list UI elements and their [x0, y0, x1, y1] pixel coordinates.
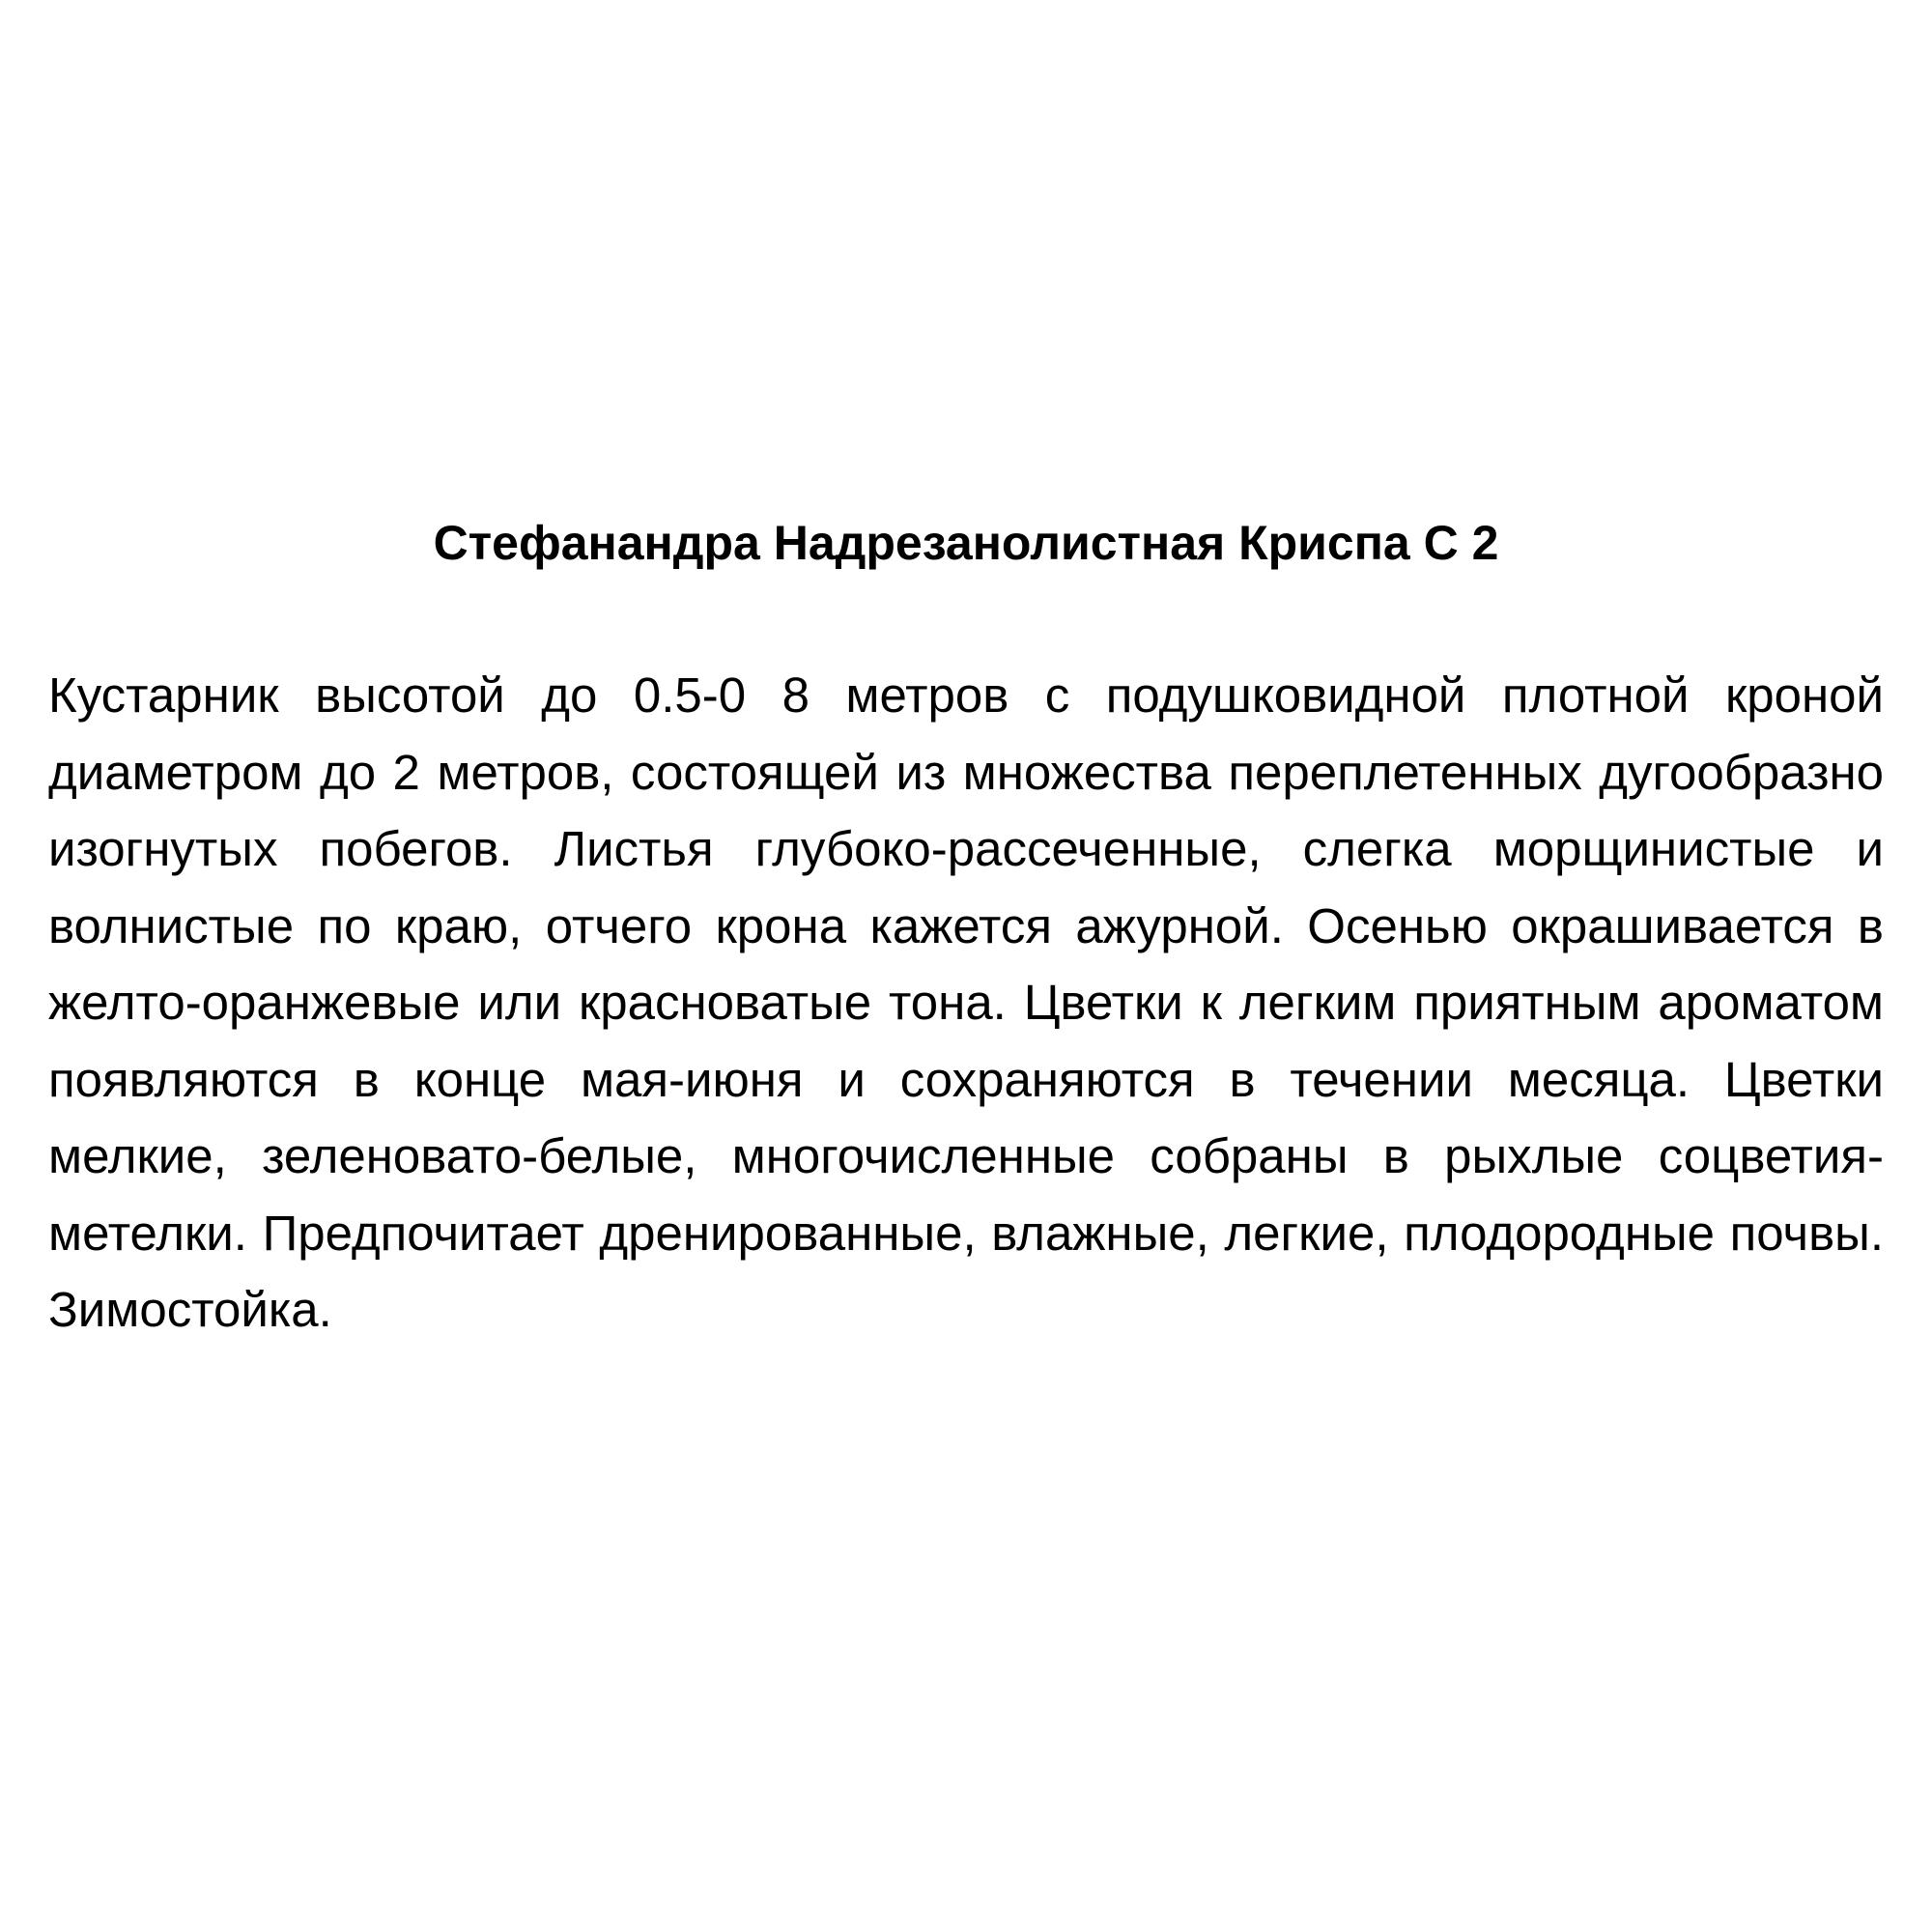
- page-title: Стефанандра Надрезанолистная Криспа С 2: [433, 516, 1499, 570]
- description-paragraph: Кустарник высотой до 0.5-0 8 метров с подушковидной плотной кроной диаметром до 2 метров, состоящей из множества переплетенных дугообразно изогнутых побегов. Листья глубоко-рассеченные, слегка морщинистые и волнистые по краю, отчего крона кажется ажурной. Осенью окрашивается в желто-оранжевые или красноватые тона. Цветки к легким приятным ароматом появляются в конце мая-июня и сохраняются в течении месяца. Цветки мелкие, зеленовато-белые, многочисленные собраны в рыхлые соцветия-метелки. Предпочитает дренированные, влажные, легкие, плодородные почвы. Зимостойка.: [48, 668, 1884, 1337]
